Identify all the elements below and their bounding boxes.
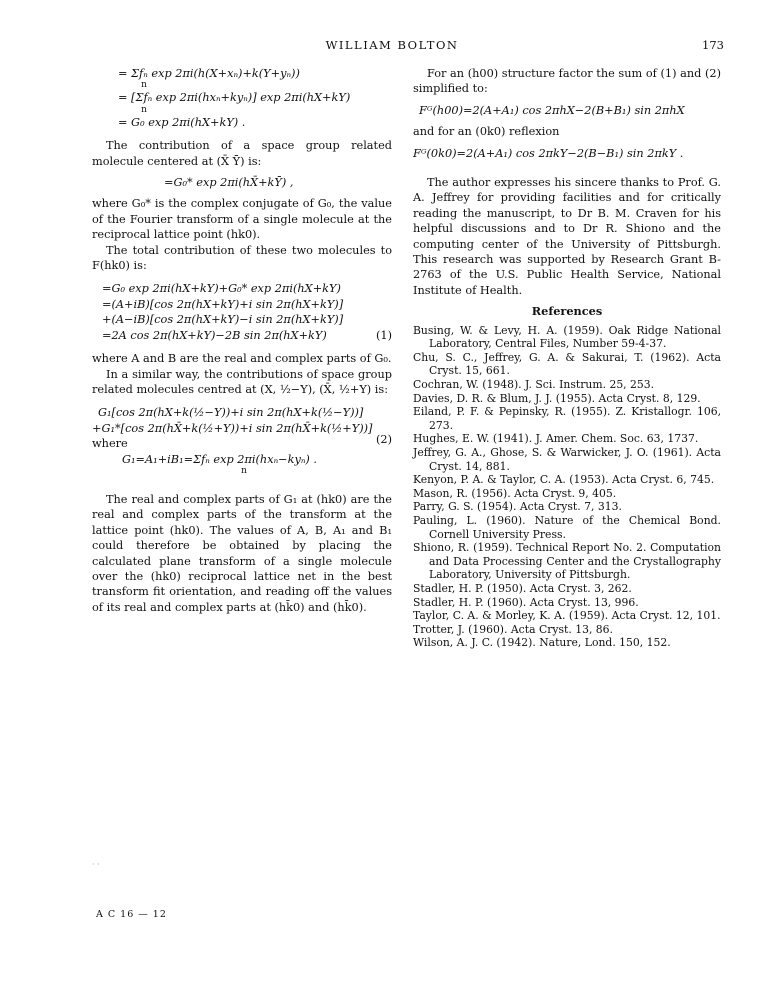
paragraph: and for an (0k0) reflexion bbox=[413, 125, 560, 139]
reference-item: Davies, D. R. & Blum, J. J. (1955). Acta Cryst. 8, 129. bbox=[413, 391, 701, 405]
paragraph: where A and B are the real and complex parts of G₀. bbox=[92, 352, 392, 366]
page-number: 173 bbox=[702, 38, 724, 52]
references-heading: References bbox=[531, 304, 603, 319]
equation-line: Fᴳ(0k0)=2(A+A₁) cos 2πkY−2(B−B₁) sin 2πkY . bbox=[413, 146, 684, 160]
equation-subscript: n bbox=[141, 104, 147, 115]
left-column bbox=[92, 66, 392, 615]
reference-item: Mason, R. (1956). Acta Cryst. 9, 405. bbox=[413, 486, 617, 500]
equation-number: (1) bbox=[375, 328, 392, 342]
reference-item: Trotter, J. (1960). Acta Cryst. 13, 86. bbox=[413, 622, 613, 636]
reference-item: Busing, W. & Levy, H. A. (1959). Oak Ridge National Laboratory, Central Files, Number 59-4-37. bbox=[413, 323, 721, 351]
reference-item: Parry, G. S. (1954). Acta Cryst. 7, 313. bbox=[413, 500, 622, 514]
page-signature: A C 16 — 12 bbox=[96, 909, 167, 920]
reference-item: Stadler, H. P. (1960). Acta Cryst. 13, 996. bbox=[413, 595, 639, 609]
reference-item: Kenyon, P. A. & Taylor, C. A. (1953). Acta Cryst. 6, 745. bbox=[413, 473, 715, 487]
equation-row bbox=[92, 433, 392, 451]
header-author: WILLIAM BOLTON bbox=[325, 38, 459, 52]
equation-line: G₁=A₁+iB₁=Σfₙ exp 2πi(hxₙ−kyₙ) . bbox=[122, 452, 318, 466]
reference-item: Chu, S. C., Jeffrey, G. A. & Sakurai, T. (1962). Acta Cryst. 15, 661. bbox=[413, 350, 721, 378]
references-list bbox=[413, 324, 721, 650]
equation-row bbox=[92, 328, 392, 343]
equation-number: (2) bbox=[375, 433, 392, 447]
paragraph: The real and complex parts of G₁ at (hk0) are the real and complex parts of the transform at the lattice point (hk0). The values of A, B, A₁ and B₁ could therefore be obtained by placing the calculated plane transform of a single molecule over the (hk0) reciprocal lattice net in the best transform fit orientation, and reading off the values of its real and complex parts at (hk̄0) and (hk̄0). bbox=[92, 492, 392, 614]
reference-item: Jeffrey, G. A., Ghose, S. & Warwicker, J. O. (1961). Acta Cryst. 14, 881. bbox=[413, 446, 721, 473]
right-column bbox=[413, 66, 721, 650]
equation-line: +(A−iB)[cos 2π(hX+kY)−i sin 2π(hX+kY)] bbox=[102, 313, 344, 327]
running-header bbox=[0, 38, 784, 58]
reference-item: Hughes, E. W. (1941). J. Amer. Chem. Soc. 63, 1737. bbox=[413, 432, 699, 446]
equation-line: = G₀ exp 2πi(hX+kY) . bbox=[118, 115, 246, 129]
reference-item: Eiland, P. F. & Pepinsky, R. (1955). Z. Kristallogr. 106, 273. bbox=[413, 405, 721, 432]
equation-subscript: n bbox=[241, 465, 247, 476]
equation-line: =G₀* exp 2πi(hX̄+kȲ) , bbox=[164, 176, 294, 190]
reference-item: Pauling, L. (1960). Nature of the Chemical Bond. Cornell University Press. bbox=[413, 514, 721, 541]
equation-line: =(A+iB)[cos 2π(hX+kY)+i sin 2π(hX+kY)] bbox=[102, 297, 344, 311]
acknowledgement: The author expresses his sincere thanks to Prof. G. A. Jeffrey for providing facilities and for critically reading the manuscript, to Dr B. M. Craven for his helpful discussions and to Dr R. Shiono and the computing center of the University of Pittsburgh. This research was supported by Research Grant B-2763 of the U.S. Public Health Service, National Institute of Health. bbox=[413, 176, 721, 297]
where-label: where bbox=[92, 437, 128, 451]
equation-line: = [Σfₙ exp 2πi(hxₙ+kyₙ)] exp 2πi(hX+kY) bbox=[118, 91, 351, 105]
reference-item: Wilson, A. J. C. (1942). Nature, Lond. 150, 152. bbox=[413, 636, 671, 650]
equation-line: =2A cos 2π(hX+kY)−2B sin 2π(hX+kY) bbox=[102, 328, 327, 342]
reference-item: Taylor, C. A. & Morley, K. A. (1959). Acta Cryst. 12, 101. bbox=[413, 609, 721, 623]
equation-line: =G₀ exp 2πi(hX+kY)+G₀* exp 2πi(hX+kY) bbox=[102, 282, 341, 296]
reference-item: Stadler, H. P. (1950). Acta Cryst. 3, 262. bbox=[413, 581, 632, 595]
scan-specks: · · bbox=[92, 860, 100, 869]
paragraph: The contribution of a space group related molecule centered at (X̄ Ȳ) is: bbox=[92, 139, 392, 168]
equation-line: +G₁*[cos 2π(hX̄+k(½+Y))+i sin 2π(hX̄+k(½+Y))] bbox=[92, 421, 373, 435]
equation-line: = Σfₙ exp 2πi(h(X+xₙ)+k(Y+yₙ)) bbox=[118, 67, 300, 80]
equation-line: Fᴳ(h00)=2(A+A₁) cos 2πhX−2(B+B₁) sin 2πhX bbox=[419, 103, 685, 117]
equation-subscript: n bbox=[141, 80, 147, 91]
reference-item: Cochran, W. (1948). J. Sci. Instrum. 25, 253. bbox=[413, 378, 655, 392]
equation-line: G₁[cos 2π(hX+k(½−Y))+i sin 2π(hX+k(½−Y))] bbox=[98, 406, 364, 420]
paragraph: The total contribution of these two molecules to F(hk0) is: bbox=[92, 243, 392, 273]
paragraph: where G₀* is the complex conjugate of G₀, the value of the Fourier transform of a single molecule at the reciprocal lattice point (hk0). bbox=[92, 197, 392, 242]
reference-item: Shiono, R. (1959). Technical Report No. 2. Computation and Data Processing Center and the Crystallography Laboratory, University of Pittsburgh. bbox=[413, 541, 721, 582]
paragraph: In a similar way, the contributions of space group related molecules centred at (X, ½−Y), (X̄, ½+Y) is: bbox=[92, 367, 392, 396]
paragraph: For an (h00) structure factor the sum of (1) and (2) simplified to: bbox=[413, 67, 721, 96]
